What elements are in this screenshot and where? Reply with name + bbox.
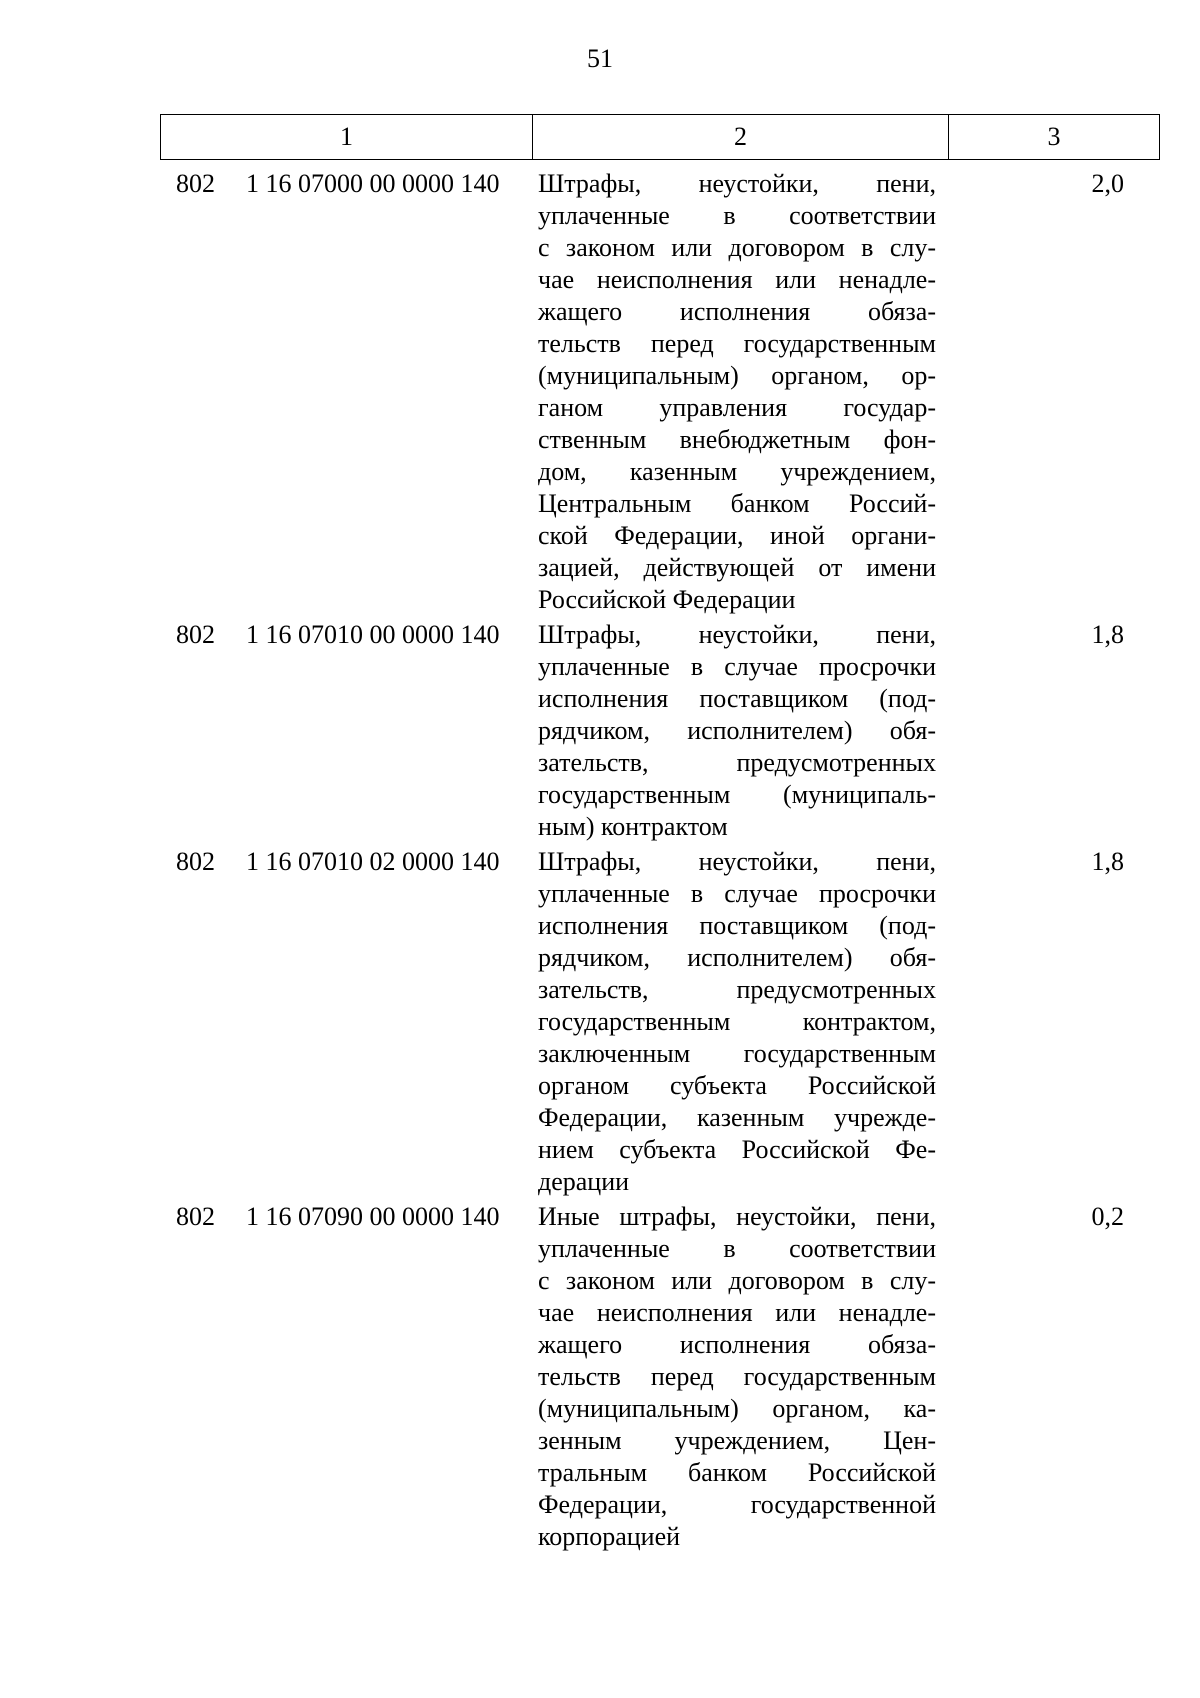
table-body [0,168,1200,1556]
header-col-3: 3 [1047,122,1061,151]
table-row [0,846,1200,1198]
page-number: 51 [587,44,613,73]
description-line: нием субъекта Российской Фе- [538,1135,936,1164]
description-line: Федерации, государственной [538,1490,936,1519]
description-line: Штрафы, неустойки, пени, [538,169,936,198]
income-description [538,619,936,843]
amount-value: 2,0 [1091,169,1124,198]
description-line: (муниципальным) органом, ор- [538,361,936,390]
description-line: тельств перед государственным [538,329,936,358]
budget-classification-code: 1 16 07090 00 0000 140 [246,1202,500,1231]
description-line: жащего исполнения обяза- [538,297,936,326]
amount-value: 1,8 [1091,847,1124,876]
budget-classification-code: 1 16 07010 02 0000 140 [246,847,500,876]
budget-classification-code: 1 16 07010 00 0000 140 [246,620,500,649]
description-line: с законом или договором в слу- [538,1266,936,1295]
description-line: зательств, предусмотренных [538,748,936,777]
admin-code: 802 [176,1202,215,1231]
description-line: ской Федерации, иной органи- [538,521,936,550]
description-line: ственным внебюджетным фон- [538,425,936,454]
description-line: (муниципальным) органом, ка- [538,1394,936,1423]
description-line: уплаченные в случае просрочки [538,652,936,681]
description-line: ганом управления государ- [538,393,936,422]
table-row [0,1201,1200,1553]
table-header [160,114,1160,160]
description-line: дерации [538,1167,630,1196]
table-row [0,619,1200,843]
description-line: с законом или договором в слу- [538,233,936,262]
description-line: Федерации, казенным учрежде- [538,1103,936,1132]
description-line: жащего исполнения обяза- [538,1330,936,1359]
description-line: органом субъекта Российской [538,1071,936,1100]
description-line: исполнения поставщиком (под- [538,684,936,713]
description-line: зацией, действующей от имени [538,553,936,582]
description-line: чае неисполнения или ненадле- [538,265,936,294]
description-line: государственным (муниципаль- [538,780,936,809]
income-description [538,846,936,1198]
description-line: государственным контрактом, [538,1007,936,1036]
description-line: тральным банком Российской [538,1458,936,1487]
table-row [0,168,1200,616]
description-line: корпорацией [538,1522,681,1551]
description-line: Иные штрафы, неустойки, пени, [538,1202,936,1231]
description-line: тельств перед государственным [538,1362,936,1391]
description-line: ным) контрактом [538,812,728,841]
admin-code: 802 [176,169,215,198]
description-line: Штрафы, неустойки, пени, [538,620,936,649]
budget-classification-code: 1 16 07000 00 0000 140 [246,169,500,198]
description-line: рядчиком, исполнителем) обя- [538,716,936,745]
description-line: Центральным банком Россий- [538,489,936,518]
description-line: чае неисполнения или ненадле- [538,1298,936,1327]
header-col-2: 2 [533,115,949,159]
description-line: Российской Федерации [538,585,796,614]
amount-value: 0,2 [1091,1202,1124,1231]
description-line: Штрафы, неустойки, пени, [538,847,936,876]
description-line: исполнения поставщиком (под- [538,911,936,940]
description-line: зательств, предусмотренных [538,975,936,1004]
admin-code: 802 [176,847,215,876]
description-line: дом, казенным учреждением, [538,457,936,486]
description-line: заключенным государственным [538,1039,936,1068]
description-line: рядчиком, исполнителем) обя- [538,943,936,972]
description-line: зенным учреждением, Цен- [538,1426,936,1455]
amount-value: 1,8 [1091,620,1124,649]
header-col-1: 1 [161,115,533,159]
description-line: уплаченные в соответствии [538,201,936,230]
description-line: уплаченные в соответствии [538,1234,936,1263]
income-description [538,168,936,616]
admin-code: 802 [176,620,215,649]
description-line: уплаченные в случае просрочки [538,879,936,908]
income-description [538,1201,936,1553]
